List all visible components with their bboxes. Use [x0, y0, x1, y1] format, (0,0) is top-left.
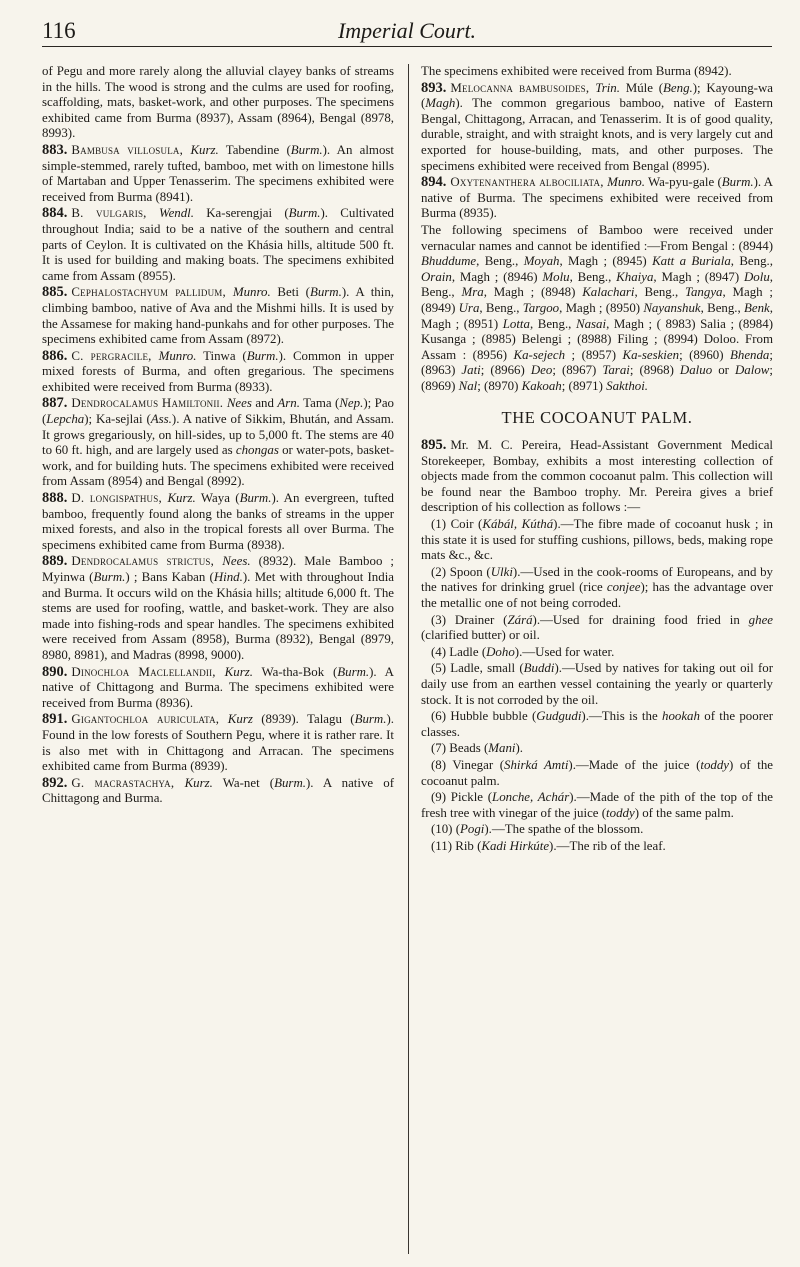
italic-term: chongas [235, 443, 279, 458]
italic-term: Nees. [222, 554, 251, 569]
italic-term: Kurz. [167, 491, 196, 506]
text-run: ; (8966) [480, 363, 531, 378]
text-run: ); Ka-sejlai ( [84, 412, 151, 427]
italic-term: Burm. [721, 175, 754, 190]
text-run: , Beng., [730, 254, 773, 269]
italic-term: Kalachari [582, 285, 635, 300]
italic-term: Nal [458, 378, 478, 393]
text-run: , Beng., [700, 300, 744, 315]
italic-term: Burm. [337, 664, 370, 679]
text-run: Waya ( [195, 491, 240, 506]
column-divider [408, 64, 409, 1254]
palm-items-list [421, 517, 773, 854]
text-run: ; (8970) [477, 378, 522, 393]
text-run: , Beng., [569, 269, 617, 284]
text-run: ; (8957) [565, 347, 623, 362]
italic-term: Kakoah [521, 378, 562, 393]
text-run: of Pegu and more rarely along the alluvial clayey banks of streams in the hills. The wood is strong and the culms are used for roofing, scaffolding, mats, basket-work, and other purposes. The specimens exhibited came from Burma (8937), Assam (8964), Bengal (8978, 8993). [42, 64, 394, 141]
text-run: ). [515, 741, 524, 756]
species-name: D. longispathus, [71, 491, 168, 506]
text-run: , Magh ; (8949) [421, 285, 774, 315]
italic-term: Doho [486, 644, 515, 659]
species-name: Gigantochloa auriculata, [71, 712, 228, 727]
palm-item [421, 839, 773, 855]
italic-term: Gudgudi [536, 709, 582, 724]
entry-number: 895. [421, 437, 447, 454]
text-run: (1) Coir ( [431, 517, 483, 532]
text-run: Tama ( [299, 396, 340, 411]
italic-term: ghee [748, 612, 774, 627]
italic-term: Kurz [227, 712, 253, 727]
text-run: ; (8968) [629, 363, 680, 378]
italic-term: Kurz. [184, 775, 213, 790]
italic-term: Bhenda [730, 347, 770, 362]
italic-term: Burm. [274, 775, 306, 790]
text-run: , Beng., [421, 269, 774, 300]
catalog-entry [42, 396, 394, 490]
italic-term: Ulki [490, 564, 513, 579]
text-run: (8) Vinegar ( [431, 757, 505, 772]
text-run: (4) Ladle ( [431, 644, 487, 659]
text-run: (5) Ladle, small ( [431, 661, 524, 676]
text-run: ; (8960) [679, 347, 730, 362]
text-run: ). The common gregarious bamboo, native of Eastern Bengal, Chittagong, Arracan, and Tenasserim. It is of good quality, durable, straight, and with straight knots, and is very largely cut and exported for house-building, mats, and other purposes. The specimens exhibited were received from Bengal (8995). [421, 96, 773, 173]
italic-term: Dolu [743, 269, 770, 284]
catalog-entry [42, 554, 394, 663]
italic-term: Tangya [685, 285, 723, 300]
palm-item [421, 758, 773, 789]
catalog-entry [421, 81, 773, 175]
italic-term: Lepcha [46, 412, 85, 427]
italic-term: Lotta [502, 316, 530, 331]
text-run: (11) Rib ( [431, 838, 482, 853]
text-run: (9) Pickle ( [431, 790, 493, 805]
italic-term: Munro. [158, 348, 197, 363]
text-run: The following specimens of Bamboo were received under vernacular names and cannot be identified :—From Bengal : (8944) [421, 222, 773, 253]
page-number: 116 [42, 18, 76, 43]
text-run: and [251, 396, 278, 411]
text-run: ).—The rib of the leaf. [549, 838, 666, 853]
italic-term: Targoo [522, 300, 560, 315]
italic-term: Moyah [523, 254, 560, 269]
text-run: ) of the same palm. [634, 805, 734, 820]
text-run: ).—Used by natives for taking out oil for daily use from an earthen vessel containing the yearly or quarterly stock. It is not corroded by the oil. [421, 661, 773, 707]
text-run: ). Met with throughout India and Burma. It occurs wild on the Khásia hills; altitude 6,000 ft. The stems are used for roofing, wattle, and basket-work. They are also made into fishing-rods and spear handles. The specimens exhibited were received from Assam (8958), Burma (8932), Bengal (8979, 8980, 8981), and Madras (8998, 9000). [42, 570, 394, 662]
catalog-entry [42, 349, 394, 396]
italic-term: Orain [421, 269, 452, 284]
italic-term: Ass. [150, 412, 172, 427]
entry-number: 892. [42, 774, 68, 791]
palm-item [421, 790, 773, 821]
text-run: ; (8967) [552, 363, 603, 378]
text-run: ).—The fibre made of cocoanut husk ; in this state it is used for stuffing cushions, pillows, beds, making rope mats &c., &c. [421, 517, 773, 563]
italic-term: Munro. [232, 285, 271, 300]
palm-item [421, 661, 773, 708]
catalog-entry [42, 206, 394, 284]
text-run: Tinwa ( [196, 348, 247, 363]
text-run: ).—Used for water. [514, 644, 615, 659]
palm-item [421, 741, 773, 757]
italic-term: Ka-seskien [622, 347, 680, 362]
text-run: ); Pao ( [42, 396, 394, 427]
entry-number: 884. [42, 205, 68, 222]
text-run: ). Cultivated throughout India; said to be a native of the southern and central parts of Ceylon. It is cultivated on the Khásia hills, altitude 500 ft. It is used for building and making boats. The specimens exhibited came from Assam (8955). [42, 206, 394, 283]
italic-term: hookah [662, 709, 700, 724]
text-run: Mr. M. C. Pereira, Head-Assistant Government Medical Storekeeper, Bombay, exhibits a most interesting collection of objects made from the common cocoanut palm. This collection will be found near the Bamboo trophy. Mr. Pereira gives a brief description of his collection as follows :— [421, 438, 773, 515]
italic-term: Burm. [309, 285, 342, 300]
text-run: ).—The spathe of the blossom. [484, 822, 644, 837]
italic-term: Burm. [354, 712, 387, 727]
text-run: ). An almost simple-stemmed, rarely tufted, bamboo, met with on limestone hills of Martaban and Upper Tenasserim. The specimens exhibited were received from Burma (8941). [42, 142, 394, 204]
header-rule [42, 46, 772, 47]
italic-term: Zárá [507, 612, 533, 627]
species-name: Melocanna bambusoides, [450, 80, 596, 95]
text-run: Wa-tha-Bok ( [252, 664, 338, 679]
italic-term: Kurz. [224, 664, 253, 679]
text-run: Tabendine ( [218, 142, 291, 157]
italic-term: Mani [488, 741, 516, 756]
text-run: Múle ( [619, 80, 664, 95]
italic-term: Daluo [679, 363, 713, 378]
italic-term: toddy [700, 757, 730, 772]
italic-term: Mra [461, 285, 484, 300]
entry-number: 887. [42, 395, 68, 412]
paragraph [421, 64, 773, 80]
text-run: of the poorer classes. [421, 709, 773, 739]
italic-term: Ka-sejech [513, 347, 566, 362]
italic-term: Deo [530, 363, 553, 378]
italic-term: Kábál, Kúthá [482, 517, 554, 532]
text-run: ). A native of Chittagong and Burma. The specimens exhibited were received from Burma (8936). [42, 664, 394, 710]
italic-term: Kadi Hirkúte [481, 838, 550, 853]
text-run: , Beng., [479, 300, 523, 315]
text-run: (8939). Talagu ( [252, 712, 355, 727]
entry-number: 894. [421, 174, 447, 191]
species-name: Dendrocalamus strictus, [71, 554, 223, 569]
species-name: Dendrocalamus Hamiltonii. [71, 396, 227, 411]
species-name: Cephalostachyum pallidum, [71, 285, 233, 300]
catalog-entry [42, 491, 394, 553]
text-run: ). A native of Burma. The specimens exhibited were received from Burma (8935). [421, 175, 773, 221]
text-run: Wa-pyu-gale ( [644, 175, 722, 190]
text-run: (6) Hubble bubble ( [431, 709, 537, 724]
text-run: Wa-net ( [212, 775, 275, 790]
species-name: Oxytenanthera albociliata, [450, 175, 608, 190]
catalog-entry [42, 143, 394, 205]
text-run: (7) Beads ( [431, 741, 489, 756]
italic-term: Tarai [602, 363, 630, 378]
left-column [42, 64, 394, 808]
palm-item [421, 565, 773, 612]
italic-term: conjee [606, 580, 641, 595]
palm-item [421, 517, 773, 564]
entry-number: 886. [42, 347, 68, 364]
italic-term: Hind. [213, 570, 243, 584]
text-run: ; (8969) [421, 363, 773, 393]
italic-term: Munro. [607, 175, 645, 190]
text-run: , Magh ; (8947) [653, 269, 744, 284]
italic-term: Sakthoi. [606, 378, 649, 393]
text-run: The specimens exhibited were received from Burma (8942). [421, 64, 732, 78]
text-run: ); Kayoung-wa ( [421, 80, 773, 111]
text-run: ).—Used in the cook-rooms of Europeans, and by the natives for drinking gruel (rice [421, 564, 773, 595]
italic-term: Nees [226, 396, 252, 411]
text-run: (10) ( [431, 822, 460, 837]
entry-number: 883. [42, 141, 68, 158]
text-run: (8932). Male Bamboo ; Myinwa ( [42, 554, 395, 584]
text-run: ) of the cocoanut palm. [421, 757, 774, 788]
text-run: ). A thin, climbing bamboo, native of Ava and the Mishmi hills. It is used by the Assamese for making hand-punkahs and for other purposes. The specimens exhibited came from Assam (8972). [42, 285, 394, 347]
catalog-entry [42, 665, 394, 712]
italic-term: Benk [744, 300, 770, 315]
italic-term: Kurz. [190, 142, 219, 157]
italic-term: Shirká Amti [504, 757, 569, 772]
italic-term: Pogi [460, 822, 485, 837]
italic-term: Molu [542, 269, 570, 284]
text-run: ). Found in the low forests of Southern Pegu, where it is rather rare. It is also met with in Chittagong and Arracan. The specimens exhibited came from Burma (8939). [42, 712, 394, 774]
text-run: ). A native of Sikkim, Bhután, and Assam. It grows gregariously, on hill-sides, up to 5,000 ft. The stems are 40 to 60 ft. high, and are largely used as [42, 412, 395, 458]
italic-term: Nayanshuk [643, 300, 701, 315]
species-name: B. vulgaris, [71, 206, 160, 221]
italic-term: Bhuddume [421, 254, 477, 269]
text-run: or water-pots, basket-work, and for building huts. The specimens exhibited were received from Assam (8954) and Bengal (8992). [42, 443, 394, 489]
italic-term: Ura [458, 300, 480, 315]
running-title: Imperial Court. [337, 18, 477, 43]
entry-number: 893. [421, 79, 447, 96]
text-run: ; (8971) [561, 378, 607, 393]
palm-item [421, 822, 773, 838]
text-run: ). A native of Chittagong and Burma. [42, 775, 394, 806]
entry-number: 891. [42, 711, 68, 728]
paragraph [421, 223, 773, 395]
species-name: Bambusa villosula, [71, 142, 191, 157]
text-run: , Magh ; (8951) [421, 300, 773, 331]
text-run: ).—Used for draining food fried in [532, 612, 749, 627]
entry-number: 888. [42, 490, 68, 507]
italic-term: Burm. [93, 570, 126, 584]
catalog-entry [42, 712, 394, 774]
italic-term: Wendl. [159, 206, 194, 221]
entry-number: 885. [42, 284, 68, 301]
text-run: , Beng., [476, 254, 524, 269]
text-run: , Beng., [529, 316, 576, 331]
text-run: , Magh ; (8948) [483, 285, 583, 300]
text-run: (clarified butter) or oil. [421, 628, 540, 643]
italic-term: Jati [461, 363, 481, 378]
entry-number: 890. [42, 663, 68, 680]
species-name: C. pergracile, [71, 348, 159, 363]
italic-term: toddy [606, 805, 635, 820]
text-run: , Magh ; (8950) [559, 300, 644, 315]
text-run: , Magh ; ( 8983) Salia ; (8984) Kusanga ; (8985) Belengi ; (8988) Filing ; (8994) Doloo. From Assam : (8956) [421, 316, 773, 362]
page-header [42, 14, 772, 62]
text-run: ); has the advantage over the metallic one of not being corroded. [421, 580, 774, 610]
entry-number: 889. [42, 553, 68, 570]
text-run: , Magh ; (8946) [451, 269, 543, 284]
catalog-entry [42, 285, 394, 347]
italic-term: Trin. [595, 80, 620, 95]
palm-item [421, 613, 773, 644]
species-name: Dinochloa Maclellandii, [71, 664, 225, 679]
italic-term: Nasai [575, 316, 607, 331]
catalog-entry [421, 438, 773, 516]
italic-term: Magh [425, 96, 456, 111]
text-run: ). An evergreen, tufted bamboo, frequently found along the banks of streams in the upper mixed forests, and also in the tropical forests all over Burma. The specimens exhibited came from Burma (8938). [42, 491, 394, 552]
text-run: , Magh ; (8945) [559, 254, 653, 269]
catalog-entry [42, 776, 394, 807]
text-run: ).—Made of the juice ( [568, 757, 701, 772]
italic-term: Burm. [246, 348, 279, 363]
italic-term: Nep. [339, 396, 364, 411]
italic-term: Dalow [735, 363, 770, 378]
italic-term: Arn. [277, 396, 300, 411]
text-run: ; (8963) [421, 347, 773, 378]
text-run: (2) Spoon ( [431, 564, 491, 579]
italic-term: Buddi [523, 661, 555, 676]
italic-term: Lonche, Achár [492, 790, 570, 805]
italic-term: Katt a Buriala [652, 254, 731, 269]
text-run: ) ; Bans Kaban ( [125, 570, 214, 584]
text-run: ). Common in upper mixed forests of Burma, and often gregarious. The specimens exhibited were received from Burma (8933). [42, 348, 394, 394]
italic-term: Burm. [288, 206, 321, 221]
text-run: , Beng., [634, 285, 685, 300]
italic-term: Khaiya [616, 269, 654, 284]
species-name: G. macrastachya, [71, 775, 185, 790]
italic-term: Burm. [239, 491, 272, 506]
right-column [421, 64, 773, 856]
palm-item [421, 645, 773, 661]
text-run: ).—This is the [581, 709, 662, 724]
text-run: Beti ( [270, 285, 310, 300]
italic-term: Beng. [663, 80, 693, 95]
text-run: or [712, 363, 735, 378]
right-entries [421, 64, 773, 394]
palm-intro [421, 438, 773, 516]
palm-item [421, 709, 773, 740]
text-run: Ka-serengjai ( [194, 206, 289, 221]
text-run: (3) Drainer ( [431, 612, 508, 627]
catalog-entry [421, 175, 773, 222]
paragraph [42, 64, 394, 142]
section-title: THE COCOANUT PALM. [501, 408, 693, 428]
italic-term: Burm. [290, 142, 323, 157]
text-run: ).—Made of the pith of the top of the fresh tree with vinegar of the juice ( [421, 790, 773, 820]
